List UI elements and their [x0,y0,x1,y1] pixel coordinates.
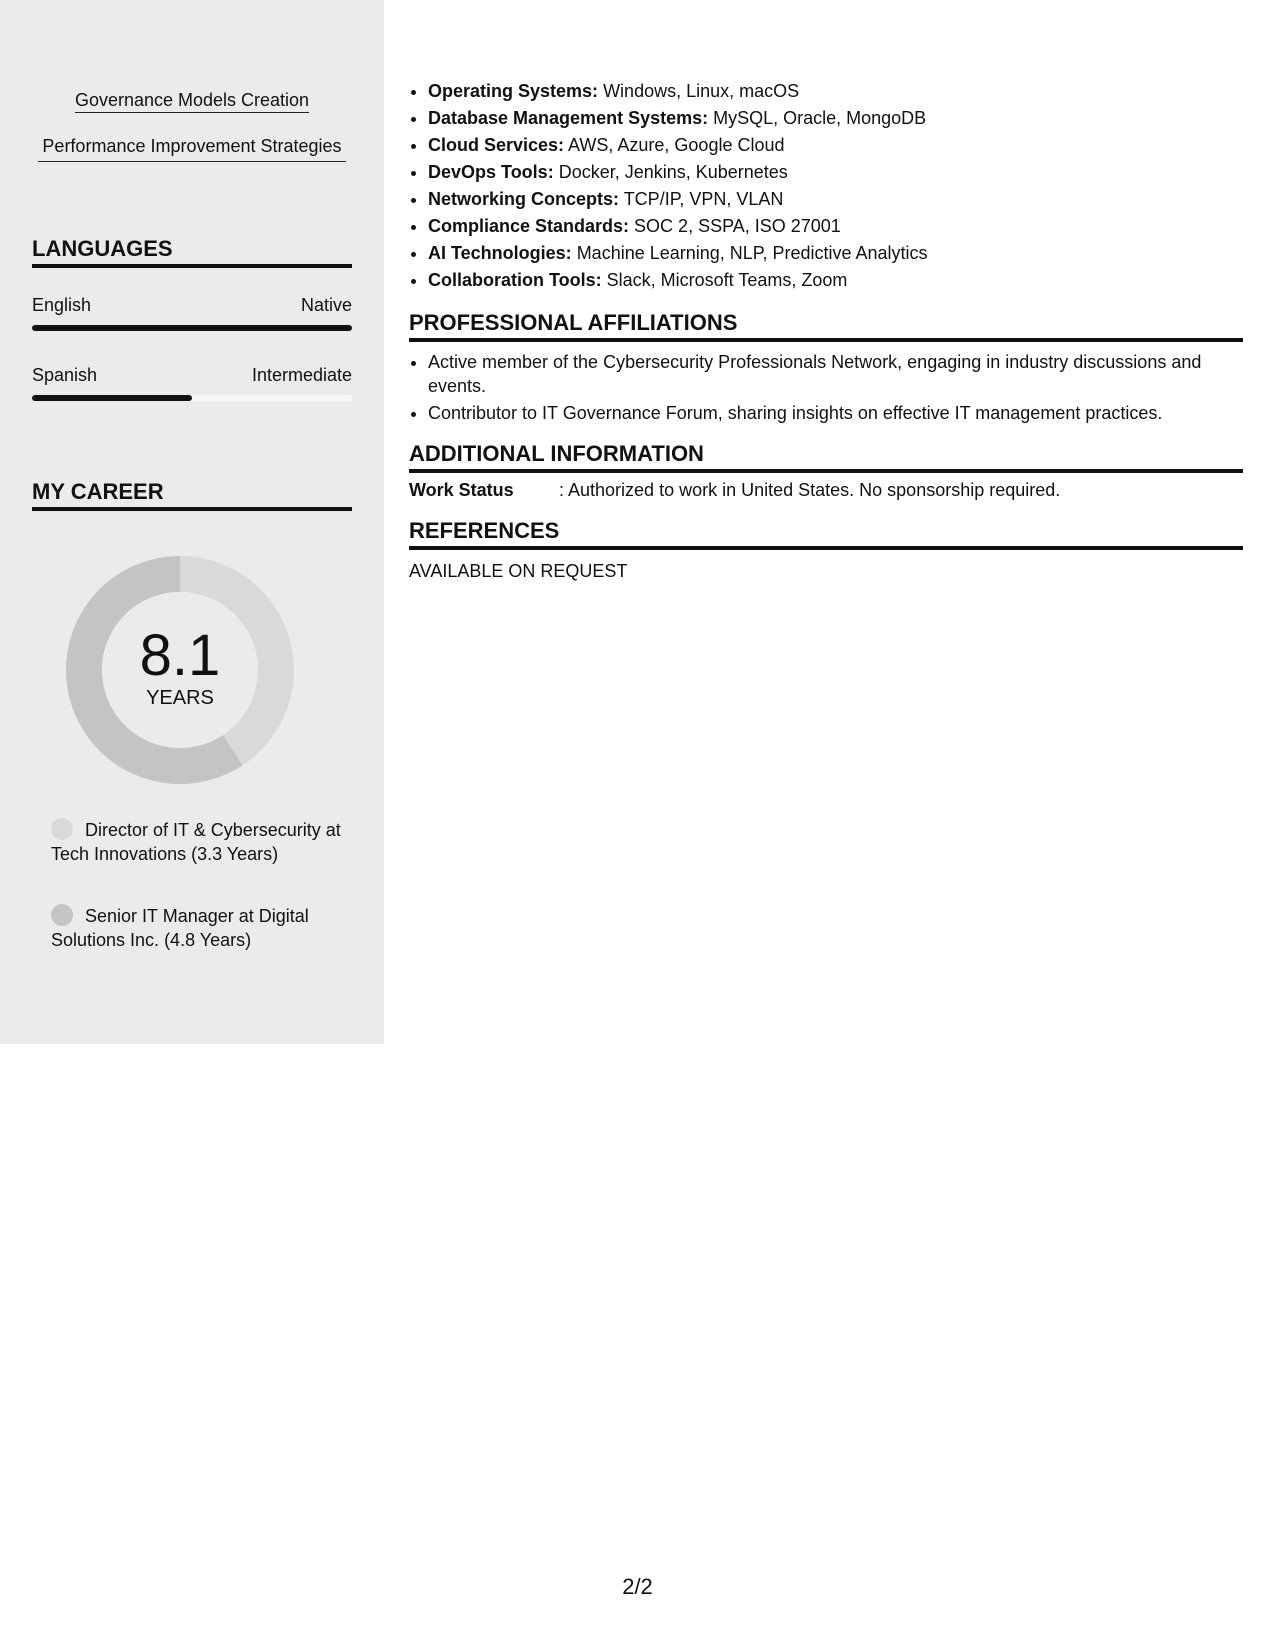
skill-item: • Operating Systems: Windows, Linux, macOS [428,78,1243,105]
career-total-years: 8.1 [139,623,221,688]
language-bar-english [32,325,352,331]
language-name: Spanish [32,365,98,385]
skill-item: • Database Management Systems: MySQL, Oracle, MongoDB [428,105,1243,132]
affiliation-item: • Active member of the Cybersecurity Professionals Network, engaging in industry discussions and events. [428,350,1243,398]
career-heading: MY CAREER [32,478,352,511]
languages-heading: LANGUAGES [32,235,352,268]
skill-item: • Compliance Standards: SOC 2, SSPA, ISO 27001 [428,213,1243,240]
career-donut-chart [66,556,294,784]
work-status-label: Work Status [409,480,514,500]
language-row-spanish [32,363,352,387]
sidebar [0,0,384,1044]
affiliation-item: • Contributor to IT Governance Forum, sharing insights on effective IT management practices. [428,401,1243,425]
page-number: 2/2 [622,1574,653,1599]
references-text: AVAILABLE ON REQUEST [409,561,628,581]
language-bar-fill [32,325,352,331]
skill-item: • AI Technologies: Machine Learning, NLP, Predictive Analytics [428,240,1243,267]
language-bar-spanish [32,395,352,401]
skill-item: • Cloud Services: AWS, Azure, Google Cloud [428,132,1243,159]
work-status-row [409,478,1243,502]
career-legend-item: Senior IT Manager at Digital Solutions Inc. (4.8 Years) [51,906,309,950]
skill-item: • Collaboration Tools: Slack, Microsoft Teams, Zoom [428,267,1243,294]
main-content [409,78,1243,583]
career-total-unit: YEARS [146,687,214,709]
language-level: Native [300,295,352,315]
additional-info-heading: ADDITIONAL INFORMATION [409,440,1243,473]
legend-dot-icon [51,904,73,926]
skill-item: • Networking Concepts: TCP/IP, VPN, VLAN [428,186,1243,213]
references-heading: REFERENCES [409,517,1243,550]
technical-skills-list [409,78,1243,294]
language-bar-fill [32,395,192,401]
skill-tag-governance: Governance Models Creation [70,88,314,112]
skill-item: • DevOps Tools: Docker, Jenkins, Kubernetes [428,159,1243,186]
language-level: Intermediate [251,365,352,385]
affiliations-list [409,350,1243,425]
affiliations-heading: PROFESSIONAL AFFILIATIONS [409,309,1243,342]
language-name: English [32,295,92,315]
skill-tag-performance: Performance Improvement Strategies [38,134,346,162]
legend-dot-icon [51,818,73,840]
work-status-value: : Authorized to work in United States. No sponsorship required. [559,480,1061,500]
career-donut-center [66,556,294,784]
language-row-english [32,293,352,317]
career-legend-item: Director of IT & Cybersecurity at Tech Innovations (3.3 Years) [51,820,341,864]
